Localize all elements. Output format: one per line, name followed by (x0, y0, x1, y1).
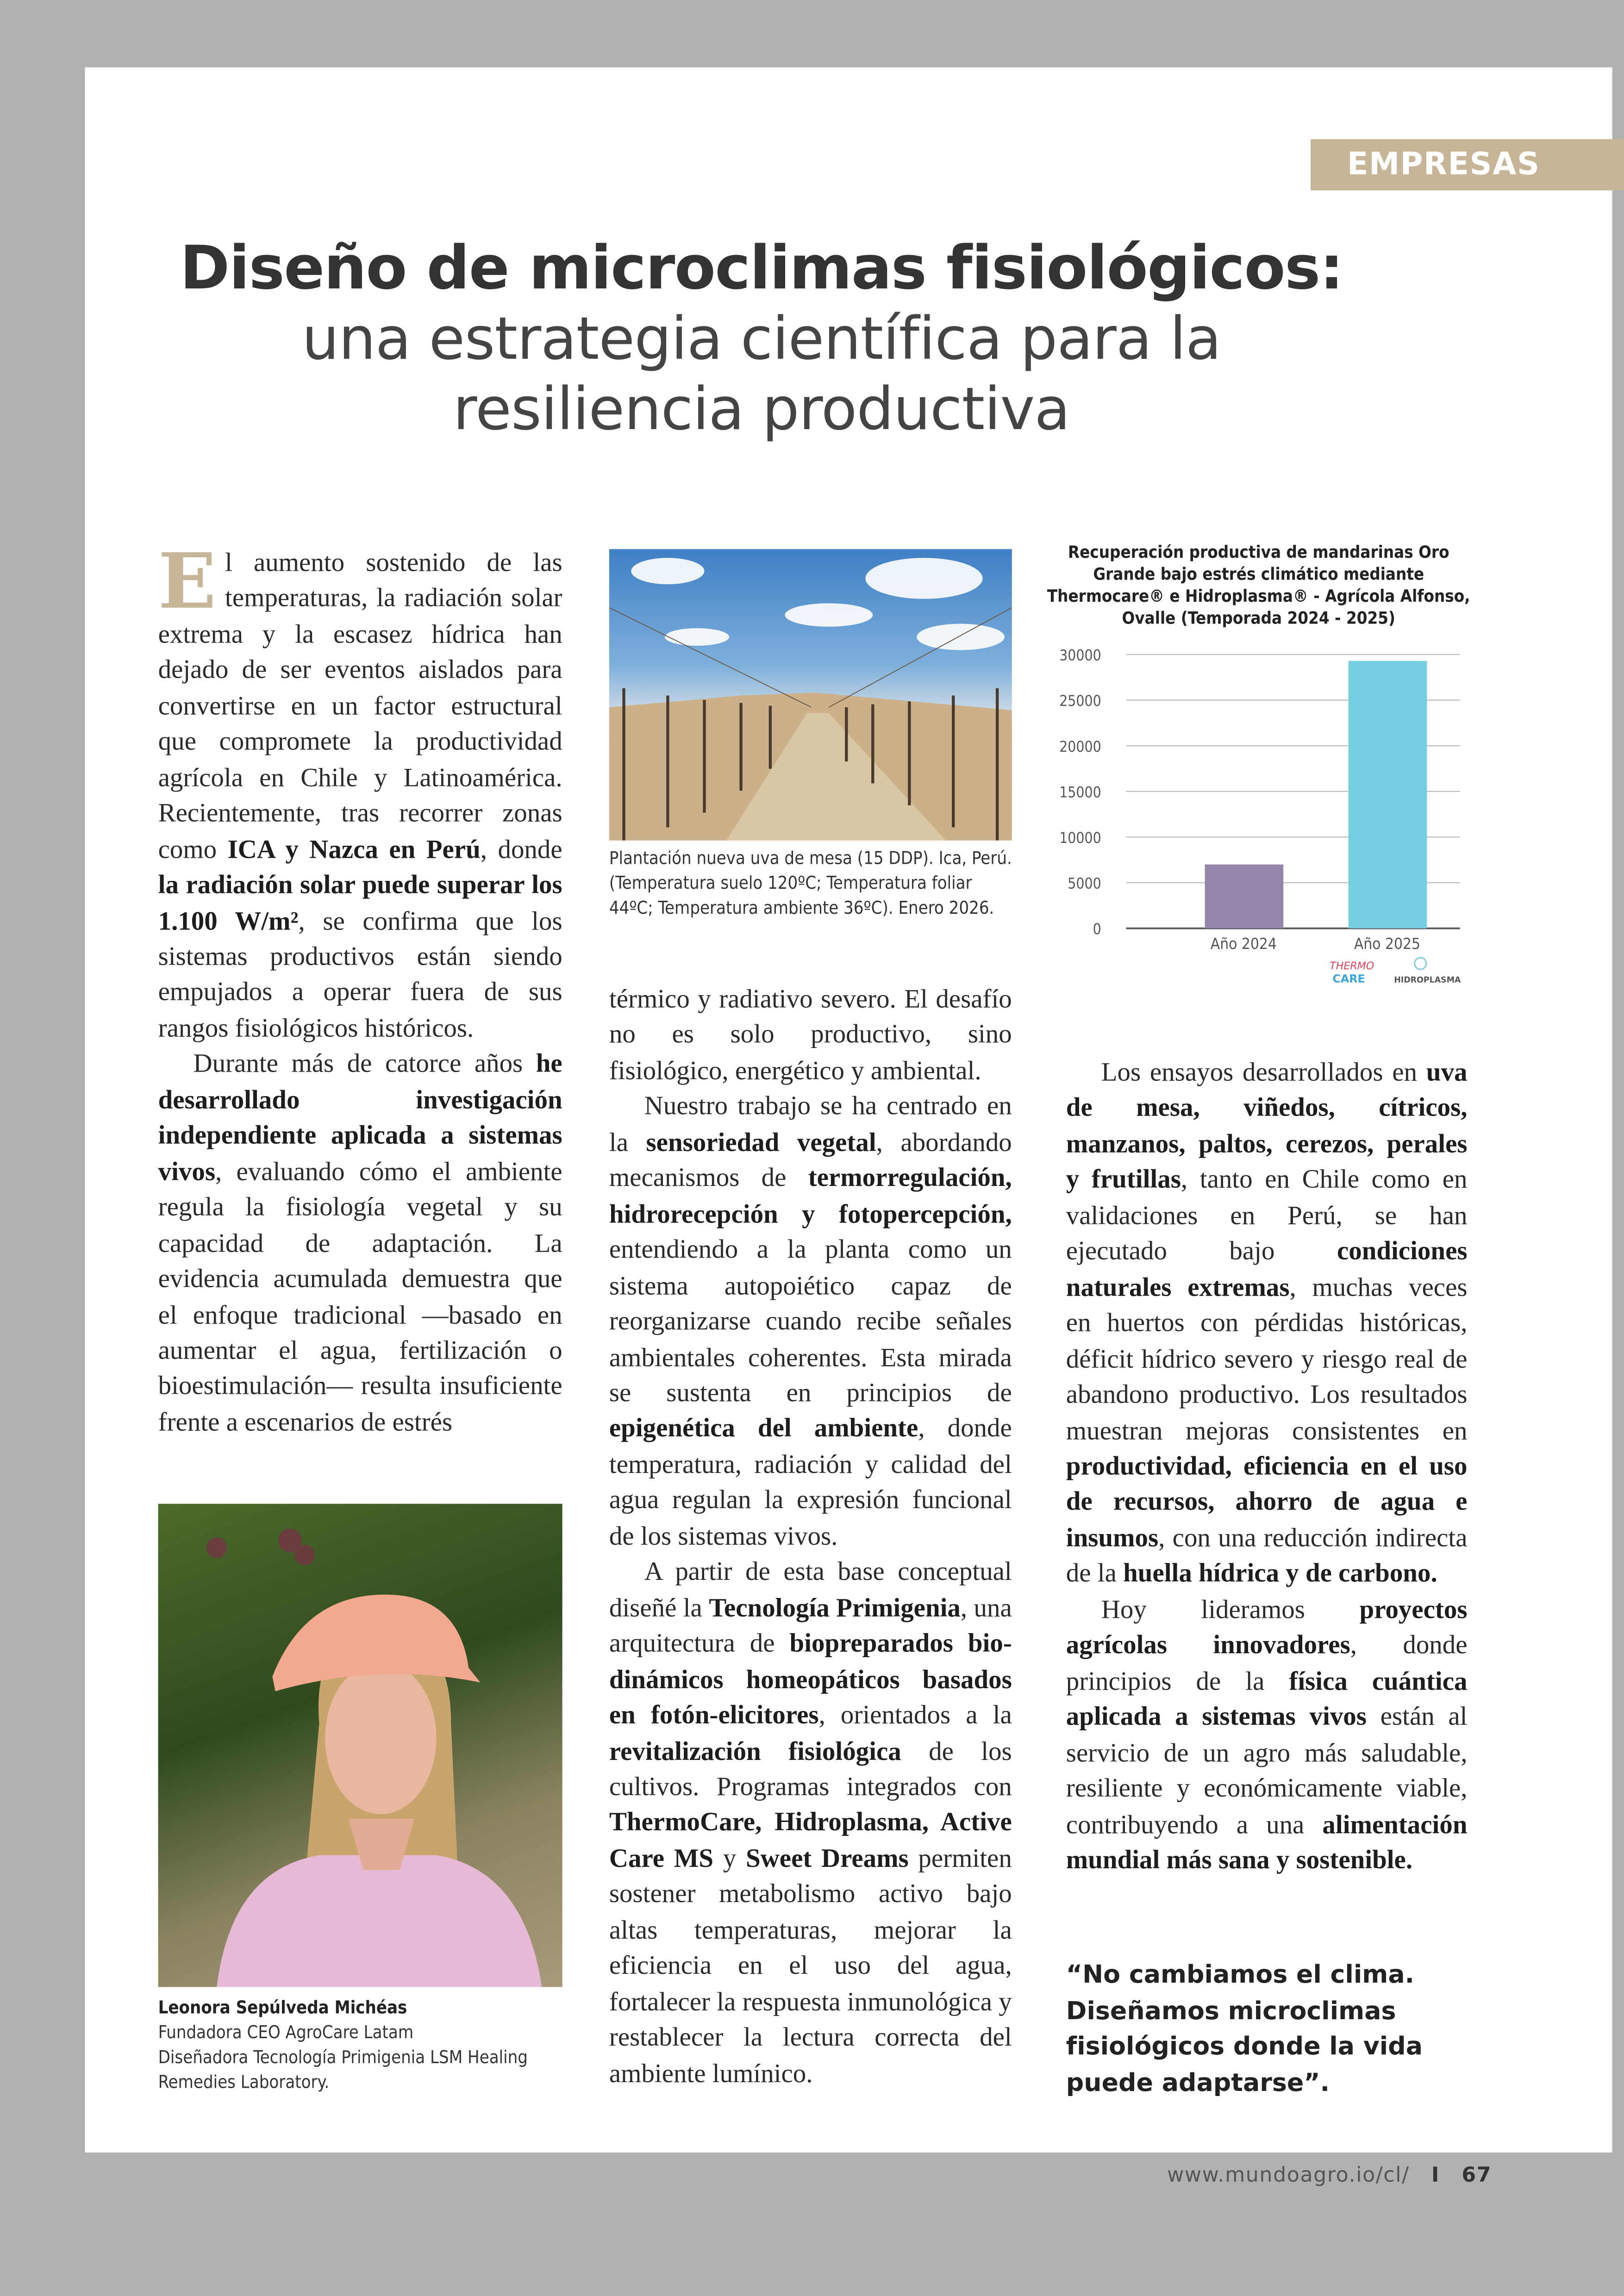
page-footer (1167, 2164, 1492, 2188)
bar-año-2024 (1205, 864, 1284, 928)
text: entendiendo a la planta como un sistema autopoiético capaz de reorganizarse cuando recibe señales ambientales coherentes. Esta mirada se sustenta en principios de (609, 1235, 1012, 1407)
bold-text: epigenética del ambiente (609, 1413, 918, 1443)
website-link[interactable]: www.mundoagro.io/cl/ (1167, 2164, 1410, 2188)
thermocare-logo: CARE (1332, 972, 1365, 986)
bold-text: Sweet Dreams (746, 1843, 909, 1873)
text: , una arquitectura de (609, 1592, 1012, 1658)
bold-text: he desarrollado investigación independiente aplicada a sistemas vivos (158, 1048, 562, 1186)
text: Los ensayos desarrollados en (1101, 1057, 1426, 1087)
title-line-3: resiliencia productiva (453, 376, 1070, 444)
text: , con una reducción indirecta de la (1066, 1522, 1468, 1588)
text: , muchas veces en huertos con pérdidas históricas, déficit hídrico severo y riesgo real de abandono productivo. Los resultados muestran mejoras consistentes en (1066, 1272, 1468, 1445)
y-tick-label: 0 (1093, 921, 1101, 938)
paragraph (158, 1046, 562, 1440)
bold-text: Tecnología Primigenia (709, 1592, 961, 1622)
portrait-caption (158, 1996, 583, 2095)
bold-text: uva de mesa, viñedos, cítricos, manzanos, paltos, cerezos, perales y frutillas (1066, 1057, 1468, 1194)
text: Nuestro trabajo se ha centrado en la (609, 1091, 1012, 1157)
text: de los cultivos. Programas integrados con (609, 1736, 1012, 1801)
bold-text: proyectos agrícolas innovadores (1066, 1594, 1468, 1660)
text: , tanto en Chile como en validaciones en Perú, se han ejecutado bajo (1066, 1164, 1468, 1266)
bar-año-2025 (1349, 661, 1427, 929)
bold-text: ThermoCare, Hidroplasma, Active Care MS (609, 1807, 1012, 1873)
y-tick-label: 5000 (1068, 875, 1101, 892)
bold-text: condiciones naturales extremas (1066, 1236, 1468, 1302)
author-portrait (158, 1504, 562, 1987)
paragraph (1066, 1591, 1468, 1878)
y-tick-label: 10000 (1059, 830, 1101, 847)
text: , donde (480, 834, 562, 864)
paragraph (158, 537, 562, 1046)
text: , se confirma que los sistemas productivos están siendo empujados a operar fuera de sus rangos fisiológicos históricos. (158, 905, 562, 1042)
column-1 (158, 537, 562, 1440)
text: Durante más de catorce años (193, 1048, 536, 1079)
footer-separator: I (1431, 2164, 1440, 2188)
paragraph (1066, 1054, 1468, 1591)
paragraph (609, 981, 1012, 1088)
author-name: Leonora Sepúlveda Michéas (158, 1997, 407, 2018)
author-role: Fundadora CEO AgroCare Latam (158, 2022, 414, 2043)
title-line-2: una estrategia científica para la (302, 306, 1221, 374)
x-tick-label: Año 2025 (1354, 934, 1421, 953)
text: permiten sostener metabolismo activo bajo altas temperaturas, mejorar la eficiencia en el uso del agua, fortalecer la respuesta inmunológica y restablecer la lectura correcta del ambiente lumínico. (609, 1843, 1012, 2088)
bold-text: alimentación mundial más sana y sostenible. (1066, 1809, 1468, 1874)
text: térmico y radiativo severo. El desafío no es solo productivo, sino fisiológico, energético y ambiental. (609, 984, 1012, 1085)
paragraph (609, 1554, 1012, 2091)
chart-plot (1043, 633, 1474, 992)
article-title (88, 231, 1435, 445)
section-tab: EMPRESAS (1311, 139, 1624, 191)
y-tick-label: 30000 (1059, 647, 1101, 664)
bold-text: ICA y Nazca en Perú (227, 834, 481, 864)
thermocare-logo: THERMO (1330, 960, 1374, 973)
author-role: Diseñadora Tecnología Primigenia LSM Healing Remedies Laboratory. (158, 2047, 528, 2093)
page-number: 67 (1462, 2164, 1492, 2188)
paragraph (609, 1088, 1012, 1554)
text: , abordando mecanismos de (609, 1127, 1012, 1192)
text: , donde principios de la (1066, 1630, 1468, 1696)
text: Hoy lideramos (1101, 1594, 1360, 1624)
text: l aumento sostenido de las temperaturas, la radiación solar extrema y la escasez hídrica han dejado de ser eventos aislados para convertirse en un factor estructural que compromete la productividad agrícola en Chile y Latinoamérica. Recientemente, tras recorrer zonas como (158, 548, 562, 864)
bold-text: biopreparados bio-dinámicos homeopáticos basados en fotón-elicitores (609, 1628, 1012, 1729)
hidroplasma-logo: HIDROPLASMA (1394, 975, 1461, 985)
column-3 (1066, 1054, 1468, 1878)
bold-text: huella hídrica y de carbono. (1123, 1558, 1437, 1588)
pull-quote: “No cambiamos el clima. Diseñamos microclimas fisiológicos donde la vida puede adaptarse”. (1066, 1960, 1423, 2098)
column-2 (609, 981, 1012, 2091)
text: A partir de esta base conceptual diseñé la (609, 1557, 1012, 1622)
text: , evaluando cómo el ambiente regula la fisiología vegetal y su capacidad de adaptación. La evidencia acumulada demuestra que el enfoque tradicional —basado en aumentar el agua, fertilización o bioestimulación— resulta insuficiente frente a escenarios de estrés (158, 1156, 562, 1436)
title-line-1: Diseño de microclimas fisiológicos: (180, 232, 1343, 303)
y-tick-label: 25000 (1059, 693, 1101, 710)
bold-text: la radiación solar puede superar los 1.100 W/m² (158, 870, 562, 935)
text: y (713, 1843, 746, 1873)
drop-cap: E (158, 537, 217, 627)
text: , orientados a la (818, 1700, 1012, 1729)
production-chart (1043, 542, 1474, 988)
bold-text: física cuántica aplicada a sistemas vivos (1066, 1666, 1468, 1731)
text: , donde temperatura, radiación y calidad del agua regulan la expresión funcional de los sistemas vivos. (609, 1413, 1012, 1551)
bold-text: termorregulación, hidrorecepción y fotopercepción, (609, 1163, 1012, 1229)
y-tick-label: 15000 (1059, 784, 1101, 801)
chart-title: Recuperación productiva de mandarinas Oro Grande bajo estrés climático mediante Thermocare® e Hidroplasma® - Agrícola Alfonso, Ovalle (Temporada 2024 - 2025) (1047, 542, 1470, 629)
bold-text: revitalización fisiológica (609, 1736, 901, 1766)
vineyard-photo (609, 549, 1012, 840)
x-tick-label: Año 2024 (1210, 934, 1277, 953)
hidroplasma-logo-icon (1415, 958, 1426, 969)
photo-caption: Plantación nueva uva de mesa (15 DDP). Ica, Perú. (Temperatura suelo 120ºC; Temperatura foliar 44ºC; Temperatura ambiente 36ºC). Enero 2026. (609, 848, 1012, 918)
text: están al servicio de un agro más saludable, resiliente y económicamente viable, contribuyendo a una (1066, 1702, 1468, 1839)
bold-text: productividad, eficiencia en el uso de recursos, ahorro de agua e insumos (1066, 1451, 1468, 1552)
y-tick-label: 20000 (1059, 738, 1101, 755)
bold-text: sensoriedad vegetal (646, 1127, 876, 1157)
